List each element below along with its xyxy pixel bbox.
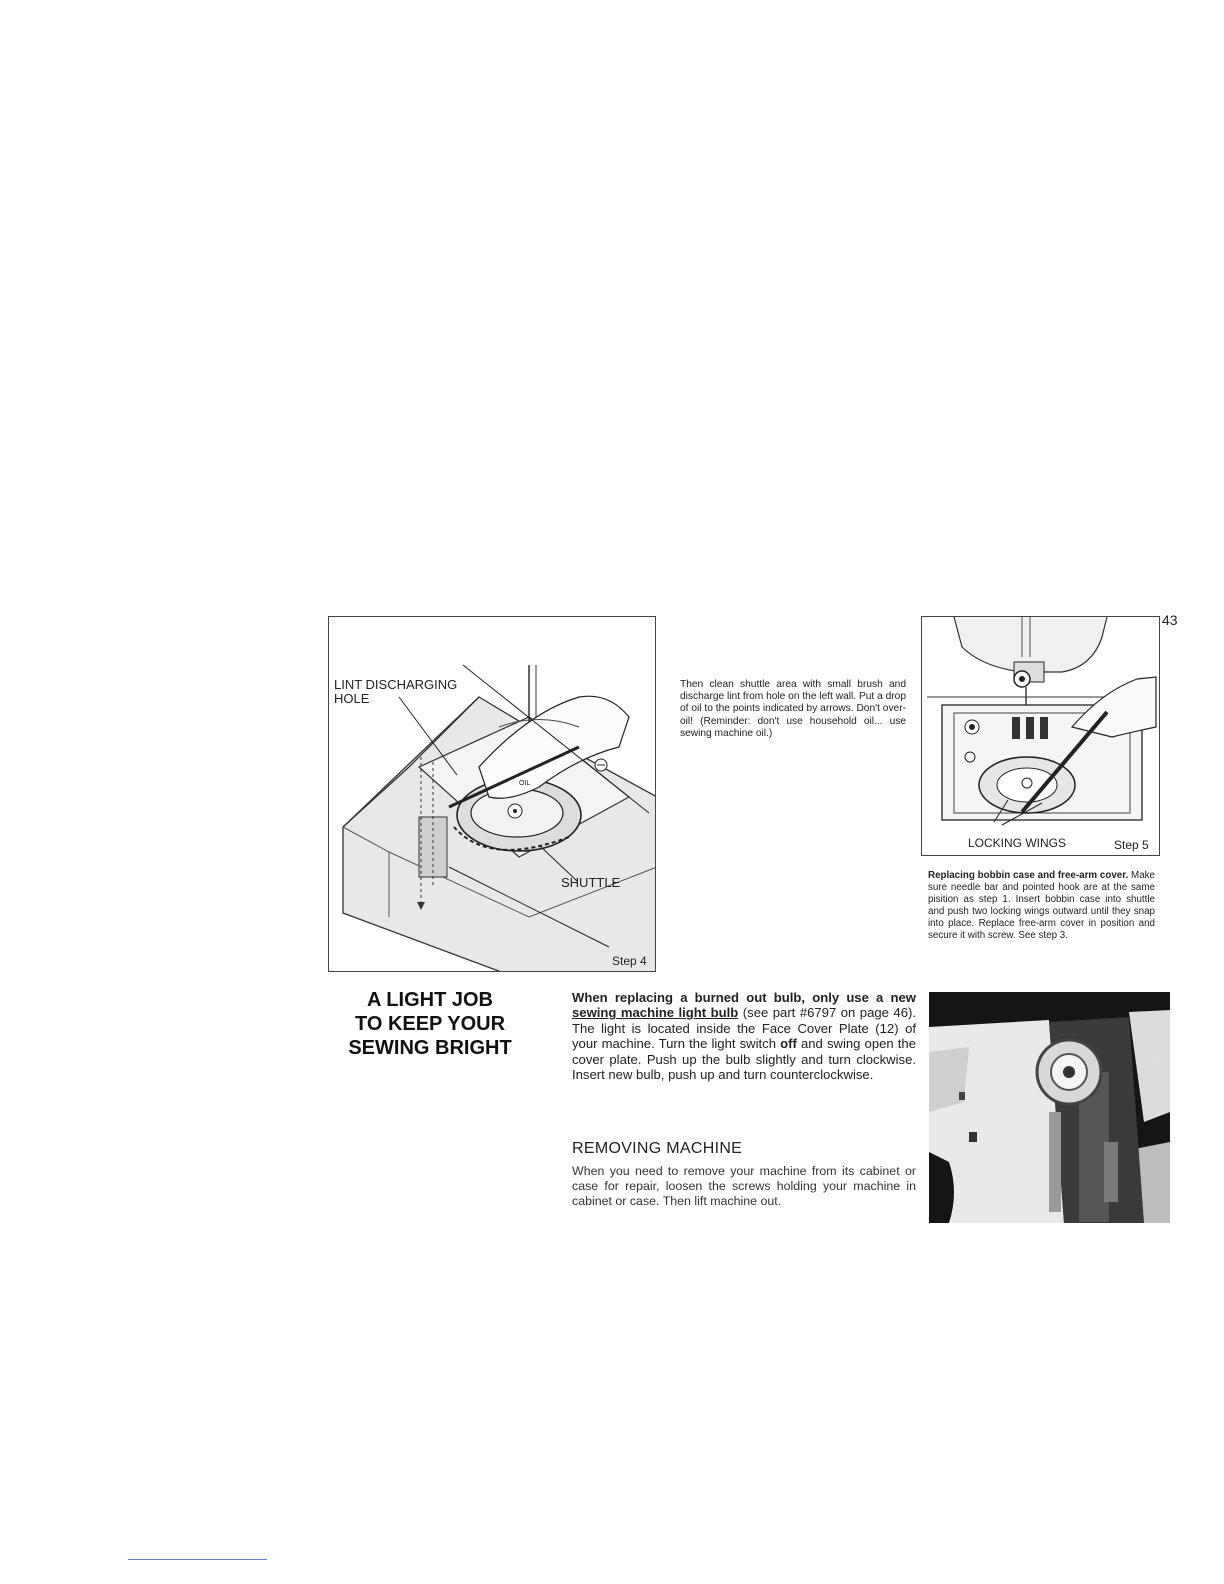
light-job-heading: A LIGHT JOB TO KEEP YOUR SEWING BRIGHT: [348, 989, 512, 1059]
switch-off-term: off: [780, 1036, 797, 1052]
bulb-warning: When replacing a burned out bulb, only use a new: [572, 990, 916, 1005]
machine-light-photo: [929, 992, 1170, 1223]
shuttle-label: SHUTTLE: [561, 875, 621, 890]
step5-body: Make sure needle bar and pointed hook are at the same pisition as step 1. Insert bobbin case into shuttle and push two locking wings outward until they snap into place. Replace free-arm cover in position and secure it with screw. See step 3.: [928, 870, 1155, 941]
step5-illustration: [921, 616, 1160, 856]
step4-instructions: Then clean shuttle area with small brush and discharge lint from hole on the left wall. Put a drop of oil to the points indicated by arrows. Don't over-oil! (Reminder: don't use household oil... use sewing machine oil.): [680, 679, 906, 739]
lint-hole-label: LINT DISCHARGING HOLE: [334, 677, 458, 706]
removing-machine-heading: REMOVING MACHINE: [572, 1140, 743, 1157]
step5-label: Step 5: [1114, 838, 1149, 852]
svg-text:K: K: [1151, 1053, 1160, 1067]
footnote-divider: [128, 1559, 267, 1560]
step4-label: Step 4: [612, 954, 647, 968]
removing-machine-text: When you need to remove your machine from its cabinet or case for repair, loosen the screws holding your machine in cabinet or case. Then lift machine out.: [572, 1164, 916, 1208]
bulb-replacement-text: [572, 990, 916, 1082]
light-bulb-term: sewing machine light bulb: [572, 1005, 739, 1021]
bobbin-case-drawing: [922, 617, 1160, 856]
bulb-instructions-end: and swing open the cover plate. Push up the bulb slightly and turn clockwise. Insert new bulb, push up and turn counterclockwise.: [572, 1036, 916, 1083]
face-cover-photo: [929, 992, 1170, 1223]
locking-wings-label: LOCKING WINGS: [968, 836, 1067, 850]
step5-instructions: [928, 870, 1155, 941]
step5-heading: Replacing bobbin case and free-arm cover.: [928, 870, 1129, 881]
step4-illustration: [328, 616, 656, 972]
oil-label: OIL: [519, 780, 531, 787]
page-number: 43: [1162, 612, 1178, 628]
shuttle-cleaning-drawing: [329, 617, 656, 972]
bulb-instructions: (see part #6797 on page 46). The light is located inside the Face Cover Plate (12) of your machine. Turn the light switch: [572, 1005, 916, 1052]
